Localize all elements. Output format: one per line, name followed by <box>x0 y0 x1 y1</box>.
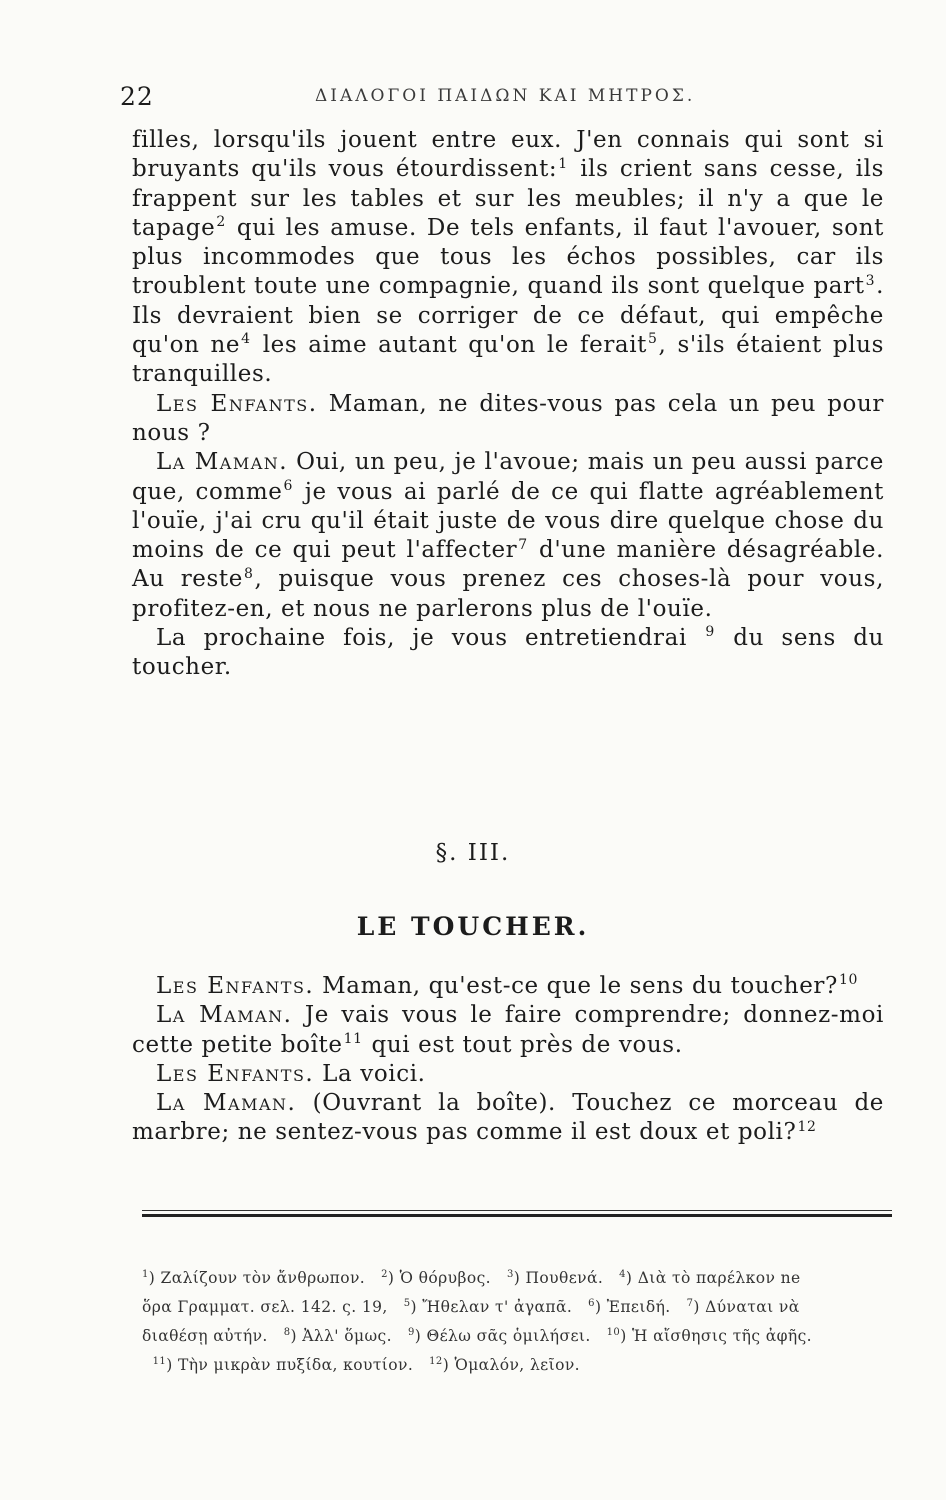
section-mark: §. III. <box>435 840 511 866</box>
footnote-ref: 9 <box>705 624 715 641</box>
dialogue-line: La Maman. (Ouvrant la boîte). Touchez ce morceau de marbre; ne sentez-vous pas comme il est doux et poli?$^{12}$ <box>132 1090 884 1146</box>
dialogue-line: Les Enfants. Maman, qu'est-ce que le sens du toucher?$^{10}$ <box>156 972 858 999</box>
footnote-ref: 8 <box>243 565 254 582</box>
footnotes <box>142 1262 902 1379</box>
page-number: 22 <box>120 82 154 111</box>
footnote-line: $^{11}$) Τὴν μικρὰν πυξίδα, κουτίον. $^{12}$) Ὁμαλόν, λεῖον. <box>152 1356 580 1375</box>
footnote-ref: 5 <box>648 331 658 348</box>
speaker-label: Les Enfants. <box>156 390 318 417</box>
footnote-ref: 6 <box>283 477 294 494</box>
paragraph: La prochaine fois, je vous entretiendrai $^9$ du sens du toucher. <box>132 624 884 681</box>
footnote-divider-thick <box>142 1214 892 1217</box>
body-text-upper <box>132 126 884 683</box>
speaker-label: Les Enfants. <box>156 973 315 999</box>
footnote-ref: 7 <box>518 536 528 553</box>
footnote-divider-thin <box>142 1210 892 1211</box>
speaker-label: La Maman. <box>156 1002 293 1029</box>
speaker-label: Les Enfants. <box>156 1060 315 1087</box>
footnote-ref: 4 <box>241 331 251 348</box>
footnote-ref: 2 <box>216 214 226 231</box>
paragraph-continuation: filles, lorsqu'ils jouent entre eux. J'en connais qui sont si bruyants qu'ils vous étourdissent:$^1$ ils crient sans cesse, ils frappent sur les tables et sur les meubles; il n'y a que le tapage$^2$ qui les amuse. De tels enfants, il faut l'avouer, sont plus incommodes que tous les échos possibles, car ils troublent toute une compagnie, quand ils sont quelque part$^3$. Ils devraient bien se corriger de ce défaut, qui empêche qu'on ne$^4$ les aime autant qu'on le ferait$^5$, s'ils étaient plus tranquilles. <box>132 127 884 388</box>
footnote-ref: 3 <box>865 272 876 289</box>
footnote-line: διαθέσῃ αὐτήν. $^8$) Ἀλλ' ὅμως. $^9$) Θέλω σᾶς ὁμιλήσει. $^{10}$) Ἡ αἴσθησις τῆς ἀφῆς. <box>142 1327 812 1346</box>
dialogue-line: La Maman. Oui, un peu, je l'avoue; mais un peu aussi parce que, comme$^6$ je vous ai parlé de ce qui flatte agréablement l'ouïe, j'ai cru qu'il était juste de vous dire quelque chose du moins de ce qui peut l'affecter$^7$ d'une manière désagréable. Au reste$^8$, puisque vous prenez ces choses-là pour vous, profitez-en, et nous ne parlerons plus de l'ouïe. <box>132 449 885 622</box>
dialogue-line: Les Enfants. La voici. <box>156 1060 426 1087</box>
footnote-line: $^1$) Ζαλίζουν τὸν ἄνθρωπον. $^2$) Ὁ θόρυβος. $^3$) Πουθενά. $^4$) Διὰ τὸ παρέλκον ne <box>142 1269 801 1288</box>
running-head <box>120 82 840 116</box>
footnote-line: ὅρα Γραμματ. σελ. 142. ς. 19, $^5$) Ἤθελαν τ' ἀγαπᾶ. $^6$) Ἐπειδή. $^7$) Δύναται νὰ <box>142 1298 800 1317</box>
footnote-ref: 1 <box>558 155 568 172</box>
footnote-ref: 10 <box>838 972 858 989</box>
speaker-label: La Maman. <box>156 1090 297 1117</box>
running-title: ΔΙΑΛΟΓΟΙ ΠΑΙΔΩΝ ΚΑΙ ΜΗΤΡΟΣ. <box>315 86 696 106</box>
dialogue-line: Les Enfants. Maman, ne dites-vous pas cela un peu pour nous ? <box>132 390 884 446</box>
dialogue-line: La Maman. Je vais vous le faire comprendre; donnez-moi cette petite boîte$^{11}$ qui est tout près de vous. <box>132 1002 884 1058</box>
speaker-label: La Maman. <box>156 449 289 476</box>
footnote-ref: 12 <box>797 1118 817 1135</box>
footnote-ref: 11 <box>343 1030 363 1047</box>
body-text-lower <box>132 972 884 1148</box>
section-title: LE TOUCHER. <box>356 912 590 941</box>
